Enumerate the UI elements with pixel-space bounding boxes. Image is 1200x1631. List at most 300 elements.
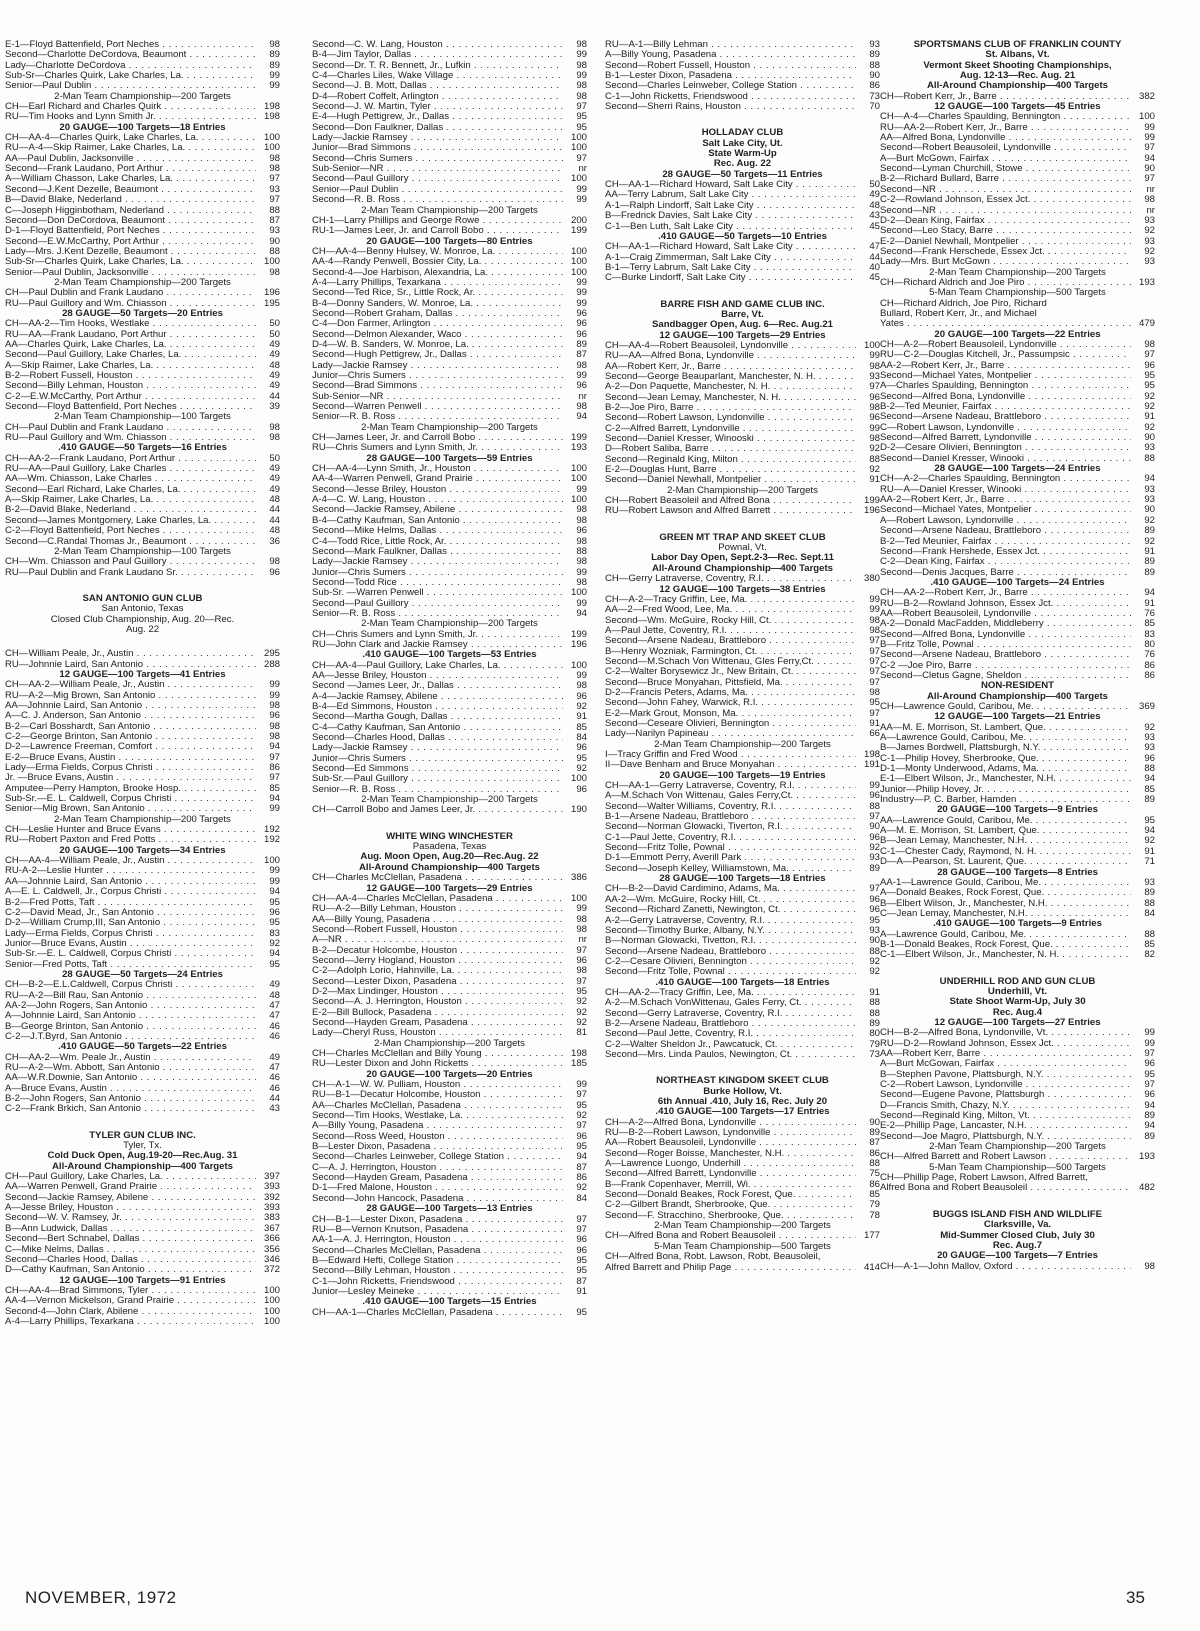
score: 39 bbox=[269, 402, 280, 413]
result-row bbox=[312, 516, 587, 526]
shooter-entry: RU-1—James Leer, Jr. and Carroll Bobo . . . bbox=[312, 226, 563, 236]
shooter-entry: CH—A-2—Charles Spaulding, Bennington . . . bbox=[880, 474, 1131, 484]
score: 96 bbox=[576, 691, 587, 702]
result-row bbox=[312, 578, 587, 588]
score: 98 bbox=[576, 91, 587, 102]
shooter-entry: Second—J. B. Mott, Dallas . . . bbox=[312, 81, 563, 91]
shooter-entry: Second—NR . . . bbox=[880, 185, 1131, 195]
score: 196 bbox=[570, 639, 587, 650]
result-row bbox=[880, 599, 1155, 609]
score: 367 bbox=[263, 1223, 280, 1234]
shooter-entry: B—Fredrick Davies, Salt Lake City . . . bbox=[605, 211, 856, 221]
score: 97 bbox=[1144, 1049, 1155, 1059]
score: 96 bbox=[1144, 1059, 1155, 1070]
event-heading: 28 GAUGE—50 Targets—24 Entries bbox=[62, 969, 223, 980]
result-row bbox=[5, 299, 280, 309]
score: 91 bbox=[869, 987, 880, 998]
score: 100 bbox=[570, 133, 587, 144]
shooter-entry: Second—Billy Lehman, Houston . . . bbox=[5, 381, 256, 391]
club-name: SAN ANTONIO GUN CLUB bbox=[82, 592, 203, 604]
score: 96 bbox=[1144, 1090, 1155, 1101]
shooter-entry: AA—Jesse Briley, Houston . . . bbox=[312, 671, 563, 681]
score: 88 bbox=[269, 205, 280, 216]
score: 99 bbox=[576, 71, 587, 82]
result-row bbox=[5, 1022, 280, 1032]
shooter-entry: Second—Alfred Barrett, Lyndonville . . . bbox=[605, 1169, 856, 1179]
shooter-entry: RU—A-2—Wm. Abbott, San Antonio . . . bbox=[5, 1063, 256, 1073]
shooter-entry: CH—AA-2—Tracy Griffin, Lee, Ma. . . . bbox=[605, 988, 856, 998]
result-row bbox=[5, 319, 280, 329]
event-heading: 28 GAUGE—50 Targets—20 Entries bbox=[62, 308, 223, 319]
shooter-entry: AA-1—A. J. Herrington, Houston . . . bbox=[312, 1235, 563, 1245]
result-row bbox=[312, 630, 587, 640]
shooter-entry: Senior—Mig Brown, San Antonio . . . bbox=[5, 804, 256, 814]
score: 89 bbox=[269, 60, 280, 71]
shooter-entry: CH—A-2—Tracy Griffin, Lee, Ma. . . . bbox=[605, 595, 856, 605]
shooter-entry: RU—AA—Frank Laudano, Port Arthur . . . bbox=[5, 330, 256, 340]
shooter-entry: AA—Wm. Chiasson, Lake Charles . . . bbox=[5, 474, 256, 484]
result-row bbox=[312, 505, 587, 515]
result-row bbox=[605, 351, 880, 361]
event-subheading: 2-Man Team Championship—200 Targets bbox=[929, 1142, 1106, 1153]
event-heading: 20 GAUGE—100 Targets—80 Entries bbox=[366, 236, 533, 247]
result-row bbox=[312, 195, 587, 205]
shooter-entry: Lady—Narilyn Papineau . . . bbox=[605, 729, 856, 739]
shooter-entry: B—Edward Hefti, College Station . . . bbox=[312, 1256, 563, 1266]
shooter-entry: CH—Lawrence Gould, Caribou, Me. . . . bbox=[880, 702, 1131, 712]
result-row bbox=[5, 794, 280, 804]
score: 82 bbox=[1144, 950, 1155, 961]
result-row bbox=[312, 485, 587, 495]
shooter-entry: Second—Fritz Tolle, Pownal . . . bbox=[605, 967, 856, 977]
shooter-entry: Industry—P. C. Barber, Hamden . . . bbox=[880, 795, 1131, 805]
score: 95 bbox=[869, 698, 880, 709]
shooter-entry: CH-1—Larry Phillips and George Rowe . . . bbox=[312, 216, 563, 226]
result-row bbox=[5, 887, 280, 897]
result-row bbox=[5, 464, 280, 474]
score: 92 bbox=[1144, 402, 1155, 413]
score: 95 bbox=[576, 1142, 587, 1153]
result-row bbox=[5, 143, 280, 153]
shooter-entry: C—Robert Lawson, Lyndonville . . . bbox=[880, 423, 1131, 433]
shooter-entry: D-1—Fred Malone, Houston . . . bbox=[312, 1183, 563, 1193]
result-row bbox=[5, 40, 280, 50]
event-heading: .410 GAUGE—50 Targets—16 Entries bbox=[58, 443, 227, 454]
shooter-entry: CH—B-2—Alfred Bona, Lyndonville, Vt. . . . bbox=[880, 1028, 1131, 1038]
score: 92 bbox=[576, 764, 587, 775]
result-row bbox=[5, 1296, 280, 1306]
score: 83 bbox=[1144, 629, 1155, 640]
result-row bbox=[880, 174, 1155, 184]
result-row bbox=[605, 1128, 880, 1138]
shooter-entry: Second—Paul Guillory . . . bbox=[312, 599, 563, 609]
score: 96 bbox=[576, 319, 587, 330]
score: 98 bbox=[576, 681, 587, 692]
result-row bbox=[880, 547, 1155, 557]
result-row bbox=[605, 242, 880, 252]
score: 49 bbox=[269, 371, 280, 381]
score: 88 bbox=[869, 1159, 880, 1170]
shooter-entry: Second—Arsene Nadeau, Brattleboro . . . bbox=[880, 650, 1131, 660]
shooter-entry: C—Mike Nelms, Dallas . . . bbox=[5, 1245, 256, 1255]
score: 98 bbox=[869, 687, 880, 698]
shooter-entry: CH—AA-2—Robert Kerr, Jr., Barre . . . bbox=[880, 588, 1131, 598]
shooter-entry: Junior—Chris Sumers . . . bbox=[312, 568, 563, 578]
score: 98 bbox=[269, 267, 280, 278]
result-row bbox=[605, 81, 880, 91]
result-row bbox=[312, 226, 587, 236]
score: 100 bbox=[570, 143, 587, 154]
shooter-entry: RU—B—Vernon Knutson, Pasadena . . . bbox=[312, 1225, 563, 1235]
shooter-entry: CH—William Peale, Jr., Austin . . . bbox=[5, 649, 256, 659]
result-row bbox=[312, 309, 587, 319]
score: 97 bbox=[869, 812, 880, 823]
shooter-entry: AA—W.R.Downie, San Antonio . . . bbox=[5, 1073, 256, 1083]
shooter-entry: C-1—Philip Hovey, Sherbrooke, Que. . . . bbox=[880, 754, 1131, 764]
score: 88 bbox=[869, 454, 880, 465]
shooter-entry: Sub-Sr.—Paul Guillory . . . bbox=[312, 774, 563, 784]
score: 47 bbox=[269, 1000, 280, 1011]
shooter-entry: A—M. E. Morrison, St. Lambert, Que. . . . bbox=[880, 826, 1131, 836]
result-row bbox=[880, 795, 1155, 805]
shooter-entry: AA—Paul Dublin, Jacksonville . . . bbox=[5, 154, 256, 164]
score: 50 bbox=[269, 453, 280, 464]
result-row bbox=[312, 402, 587, 412]
shooter-entry: Bullard, Robert Kerr, Jr., and Michael bbox=[880, 308, 1037, 319]
score: 98 bbox=[269, 164, 280, 175]
score: 380 bbox=[863, 574, 880, 585]
event-heading: Barre, Vt. bbox=[721, 309, 764, 320]
shooter-entry: AA—Warren Penwell, Grand Prairie . . . bbox=[5, 1182, 256, 1192]
shooter-entry: C-2 —Joe Piro, Barre . . . bbox=[880, 661, 1131, 671]
result-row bbox=[312, 805, 587, 815]
result-row bbox=[5, 732, 280, 742]
score: 90 bbox=[869, 936, 880, 947]
shooter-entry: Second—Charles McClellan, Pasadena . . . bbox=[312, 1246, 563, 1256]
result-row bbox=[880, 371, 1155, 381]
score: 372 bbox=[263, 1265, 280, 1276]
shooter-entry: C-1—Ben Luth, Salt Lake City . . . bbox=[605, 222, 856, 232]
score: 196 bbox=[263, 288, 280, 299]
result-row bbox=[312, 526, 587, 536]
result-row bbox=[312, 915, 587, 925]
event-heading: Salt Lake City, Ut. bbox=[702, 138, 783, 149]
score: 100 bbox=[263, 257, 280, 268]
shooter-entry: RU—AA—Alfred Bona, Lyndonville . . . bbox=[605, 351, 856, 361]
shooter-entry: Second—James Montgomery, Lake Charles, La. . . . bbox=[5, 516, 256, 526]
result-row bbox=[880, 247, 1155, 257]
score: 93 bbox=[1144, 215, 1155, 226]
score: 84 bbox=[1144, 908, 1155, 919]
result-row bbox=[605, 180, 880, 190]
shooter-entry: RU—Tim Hooks and Lynn Smith Jr. . . . bbox=[5, 112, 256, 122]
result-row bbox=[880, 568, 1155, 578]
event-heading: All-Around Championship—400 Targets bbox=[651, 563, 834, 574]
result-row bbox=[5, 939, 280, 949]
score: 88 bbox=[869, 1008, 880, 1019]
score: 99 bbox=[1144, 1038, 1155, 1049]
shooter-entry: Second—Leo Stacy, Barre . . . bbox=[880, 226, 1131, 236]
score: 93 bbox=[1144, 495, 1155, 506]
shooter-entry: E-2—Daniel Newhall, Montpelier . . . bbox=[880, 237, 1131, 247]
shooter-entry: B-2—Arsene Nadeau, Brattleboro . . . bbox=[605, 1019, 856, 1029]
shooter-entry: CH—Charles McClellan, Pasadena . . . bbox=[312, 873, 563, 883]
result-row bbox=[880, 1152, 1155, 1162]
result-row bbox=[312, 1132, 587, 1142]
shooter-entry: Second—Sherri Rains, Houston . . . bbox=[605, 102, 856, 112]
score: 86 bbox=[869, 1179, 880, 1190]
score: 88 bbox=[269, 246, 280, 257]
result-row bbox=[5, 1245, 280, 1255]
result-row bbox=[880, 1059, 1155, 1069]
score: nr bbox=[1146, 205, 1155, 216]
shooter-entry: Yates . . . bbox=[880, 319, 1131, 329]
score: 99 bbox=[576, 670, 587, 681]
score: 98 bbox=[576, 557, 587, 568]
result-row bbox=[312, 894, 587, 904]
result-row bbox=[605, 926, 880, 936]
result-row bbox=[880, 309, 1155, 319]
score: 44 bbox=[269, 1094, 280, 1105]
shooter-entry: AA—Johnnie Laird, San Antonio . . . bbox=[5, 877, 256, 887]
event-heading: 28 GAUGE—100 Targets—59 Entries bbox=[366, 453, 533, 464]
result-row bbox=[880, 950, 1155, 960]
shooter-entry: RU—Paul Guillory and Wm. Chiasson . . . bbox=[5, 433, 256, 443]
shooter-entry: B—David Blake, Nederland . . . bbox=[5, 195, 256, 205]
result-row bbox=[605, 1159, 880, 1169]
score: 97 bbox=[869, 677, 880, 688]
result-row bbox=[312, 164, 587, 174]
shooter-entry: Second—C. W. Lang, Houston . . . bbox=[312, 40, 563, 50]
result-row bbox=[312, 71, 587, 81]
shooter-entry: Senior—Paul Dublin . . . bbox=[5, 81, 256, 91]
event-subheading: Closed Club Championship, Aug. 20—Rec. bbox=[50, 614, 235, 625]
shooter-entry: CH—AA-2—Frank Laudano, Port Arthur . . . bbox=[5, 454, 256, 464]
shooter-entry: Second—Brad Simmons . . . bbox=[312, 381, 563, 391]
shooter-entry: RU—John Clark and Jackie Ramsey . . . bbox=[312, 640, 563, 650]
result-row bbox=[5, 1104, 280, 1114]
score: 94 bbox=[1144, 1100, 1155, 1111]
shooter-entry: RU—A-2—Mig Brown, San Antonio . . . bbox=[5, 691, 256, 701]
score: 100 bbox=[570, 774, 587, 785]
score: 96 bbox=[869, 392, 880, 403]
result-row bbox=[5, 680, 280, 690]
score: 95 bbox=[576, 1255, 587, 1266]
result-row bbox=[880, 650, 1155, 660]
event-heading: 28 GAUGE—100 Targets—13 Entries bbox=[366, 1204, 533, 1215]
result-row bbox=[5, 50, 280, 60]
event-heading: Rec. Aug.7 bbox=[992, 1240, 1043, 1251]
score: 92 bbox=[1144, 391, 1155, 402]
score: 288 bbox=[263, 659, 280, 670]
shooter-entry: A—Skip Raimer, Lake Charles, La. . . . bbox=[5, 361, 256, 371]
score: 98 bbox=[576, 81, 587, 92]
score: 98 bbox=[869, 625, 880, 636]
score: 86 bbox=[869, 81, 880, 92]
result-row bbox=[5, 81, 280, 91]
result-row bbox=[880, 764, 1155, 774]
score: 36 bbox=[269, 536, 280, 547]
result-row bbox=[605, 1231, 880, 1241]
result-row bbox=[312, 873, 587, 883]
shooter-entry: B-2—Richard Bullard, Barre . . . bbox=[880, 174, 1131, 184]
score: 89 bbox=[1144, 526, 1155, 537]
score: 97 bbox=[869, 667, 880, 678]
result-row bbox=[312, 1287, 587, 1297]
event-heading: .410 GAUGE—100 Targets—9 Entries bbox=[933, 919, 1102, 930]
shooter-entry: B-4—Ed Simmons, Houston . . . bbox=[312, 702, 563, 712]
score: 100 bbox=[863, 340, 880, 351]
result-row bbox=[605, 750, 880, 760]
result-row bbox=[605, 465, 880, 475]
event-heading: Clarksville, Va. bbox=[983, 1220, 1052, 1231]
shooter-entry: RU—A-2—Billy Lehman, Houston . . . bbox=[312, 904, 563, 914]
score: 98 bbox=[1144, 1261, 1155, 1272]
shooter-entry: Second—Paul Guillory . . . bbox=[312, 174, 563, 184]
result-row bbox=[605, 605, 880, 615]
shooter-entry: A—Charles Spaulding, Bennington . . . bbox=[880, 381, 1131, 391]
event-subheading: 2-Man Team Championship—200 Targets bbox=[54, 91, 231, 102]
result-row bbox=[605, 253, 880, 263]
shooter-entry: A—Burt McGown, Fairfax . . . bbox=[880, 154, 1131, 164]
shooter-entry: Second—Charles Hood, Dallas . . . bbox=[5, 1255, 256, 1265]
result-row bbox=[880, 154, 1155, 164]
shooter-entry: CH—AA-2—Tim Hooks, Westlake . . . bbox=[5, 319, 256, 329]
shooter-entry: AA—M. E. Morrison, St. Lambert, Que. . . . bbox=[880, 723, 1131, 733]
result-row bbox=[605, 382, 880, 392]
result-row bbox=[5, 392, 280, 402]
score: 92 bbox=[1144, 536, 1155, 547]
shooter-entry: Second—Arsene Nadeau, Brattleboro . . . bbox=[605, 947, 856, 957]
score: 177 bbox=[863, 1231, 880, 1242]
event-heading: 20 GAUGE—100 Targets—34 Entries bbox=[59, 845, 226, 856]
shooter-entry: B-2—Robert Fussell, Houston . . . bbox=[5, 371, 256, 381]
shooter-entry: Sub-Sr.—E. L. Caldwell, Corpus Christi . . . bbox=[5, 794, 256, 804]
result-row bbox=[5, 247, 280, 257]
shooter-entry: Sub-Sr.—E. L. Caldwell, Corpus Christi . . . bbox=[5, 949, 256, 959]
score: 89 bbox=[869, 863, 880, 874]
shooter-entry: Second—Fritz Tolle, Pownal . . . bbox=[605, 843, 856, 853]
shooter-entry: CH—AA-2—Wm. Peale Jr., Austin . . . bbox=[5, 1053, 256, 1063]
event-heading: Vermont Skeet Shooting Championships, bbox=[923, 60, 1112, 71]
shooter-entry: C-2—Floyd Battenfield, Port Neches . . . bbox=[5, 526, 256, 536]
shooter-entry: RU—Paul Dublin and Frank Laudano Sr. . . . bbox=[5, 568, 256, 578]
result-row bbox=[5, 350, 280, 360]
shooter-entry: Second—Lyman Churchill, Stowe . . . bbox=[880, 164, 1131, 174]
result-row bbox=[312, 935, 587, 945]
shooter-entry: Senior—R. B. Ross . . . bbox=[312, 609, 563, 619]
result-row bbox=[312, 1152, 587, 1162]
result-row bbox=[312, 443, 587, 453]
result-row bbox=[312, 733, 587, 743]
score: 98 bbox=[576, 924, 587, 935]
score: 66 bbox=[869, 729, 880, 740]
score: 98 bbox=[576, 966, 587, 977]
score: 96 bbox=[576, 381, 587, 392]
shooter-entry: C—Jean Lemay, Manchester, N.H. . . . bbox=[880, 909, 1131, 919]
event-heading: 12 GAUGE—100 Targets—91 Entries bbox=[59, 1275, 226, 1286]
result-row bbox=[5, 949, 280, 959]
result-row bbox=[880, 1070, 1155, 1080]
shooter-entry: C-4—Charles Liles, Wake Village . . . bbox=[312, 71, 563, 81]
shooter-entry: Second—Jesse Briley, Houston . . . bbox=[312, 485, 563, 495]
shooter-entry: C-2—Adolph Lorio, Hahnville, La. . . . bbox=[312, 966, 563, 976]
shooter-entry: Second—Walter Williams, Coventry, R.I. . . . bbox=[605, 802, 856, 812]
score: 92 bbox=[576, 1007, 587, 1018]
shooter-entry: Second—Arsene Nadeau, Brattleboro . . . bbox=[880, 412, 1131, 422]
result-row bbox=[5, 133, 280, 143]
shooter-entry: B-1—Terry Labrum, Salt Lake City . . . bbox=[605, 263, 856, 273]
score: 190 bbox=[570, 805, 587, 816]
shooter-entry: A—M.Schach Von Wittenau, Gales Ferry,Ct. . . . bbox=[605, 791, 856, 801]
score: 98 bbox=[576, 536, 587, 547]
score: 99 bbox=[576, 50, 587, 61]
score: 85 bbox=[269, 783, 280, 794]
score: 100 bbox=[570, 464, 587, 475]
shooter-entry: A-4—Larry Phillips, Texarkana . . . bbox=[5, 1317, 256, 1327]
shooter-entry: AA-4—Vernon Mickelson, Grand Prairie . . . bbox=[5, 1296, 256, 1306]
score: 100 bbox=[570, 893, 587, 904]
score: 44 bbox=[869, 252, 880, 263]
event-heading: Aug. Moon Open, Aug.20—Rec.Aug. 22 bbox=[360, 852, 539, 863]
shooter-entry: Second—Lester Dixon, Pasadena . . . bbox=[312, 977, 563, 987]
shooter-entry: CH—Phillip Page, Robert Lawson, Alfred Barrett, bbox=[880, 1173, 1088, 1184]
shooter-entry: B-2—Fred Potts, Taft . . . bbox=[5, 898, 256, 908]
result-row bbox=[312, 371, 587, 381]
result-row bbox=[605, 678, 880, 688]
result-row bbox=[605, 102, 880, 112]
result-row bbox=[5, 1255, 280, 1265]
event-subheading: 2-Man Championship—200 Targets bbox=[374, 1038, 525, 1049]
club-name: NORTHEAST KINGDOM SKEET CLUB bbox=[656, 1075, 829, 1087]
shooter-entry: Second—Dr. T. R. Bennett, Jr., Lufkin . . . bbox=[312, 61, 563, 71]
score: 95 bbox=[576, 986, 587, 997]
event-heading: All-Around Championship—400 Targets bbox=[358, 862, 541, 873]
shooter-entry: Second—Alfred Barrett, Lyndonville . . . bbox=[880, 433, 1131, 443]
event-subheading: 5-Man Team Championship—500 Targets bbox=[654, 1241, 831, 1252]
shooter-entry: D-2—Francis Peters, Adams, Ma. . . . bbox=[605, 688, 856, 698]
shooter-entry: C-2—E.W.McCarthy, Port Arthur . . . bbox=[5, 392, 256, 402]
shooter-entry: RU-A-2—Leslie Hunter . . . bbox=[5, 866, 256, 876]
score: 93 bbox=[1144, 236, 1155, 247]
score: 95 bbox=[1144, 1069, 1155, 1080]
result-row bbox=[605, 40, 880, 50]
score: 369 bbox=[1138, 702, 1155, 712]
shooter-entry: AA—Terry Labrum, Salt Lake City . . . bbox=[605, 190, 856, 200]
result-row bbox=[5, 711, 280, 721]
score: 98 bbox=[269, 153, 280, 164]
score: 94 bbox=[269, 887, 280, 898]
score: 96 bbox=[269, 907, 280, 918]
score: 88 bbox=[869, 946, 880, 957]
result-row bbox=[605, 698, 880, 708]
event-subheading: 2-Man Team Championship—200 Targets bbox=[654, 1221, 831, 1232]
score: 97 bbox=[269, 752, 280, 763]
shooter-entry: Second—Alfred Bona, Lyndonville . . . bbox=[880, 392, 1131, 402]
shooter-entry: A-1—Craig Zimmerman, Salt Lake City . . . bbox=[605, 253, 856, 263]
result-row bbox=[605, 50, 880, 60]
score: 45 bbox=[869, 221, 880, 232]
score: 99 bbox=[1144, 133, 1155, 144]
score: 392 bbox=[263, 1192, 280, 1203]
shooter-entry: AA—Robert Kerr, Barre . . . bbox=[880, 1049, 1131, 1059]
result-row bbox=[880, 226, 1155, 236]
score: 98 bbox=[269, 721, 280, 732]
result-row bbox=[605, 1180, 880, 1190]
shooter-entry: Second—Ceseare Olivieri, Bennington . . . bbox=[605, 719, 856, 729]
score: 89 bbox=[1144, 795, 1155, 806]
shooter-entry: Lady—Mrs. J.Kent Dezelle, Beaumont . . . bbox=[5, 247, 256, 257]
